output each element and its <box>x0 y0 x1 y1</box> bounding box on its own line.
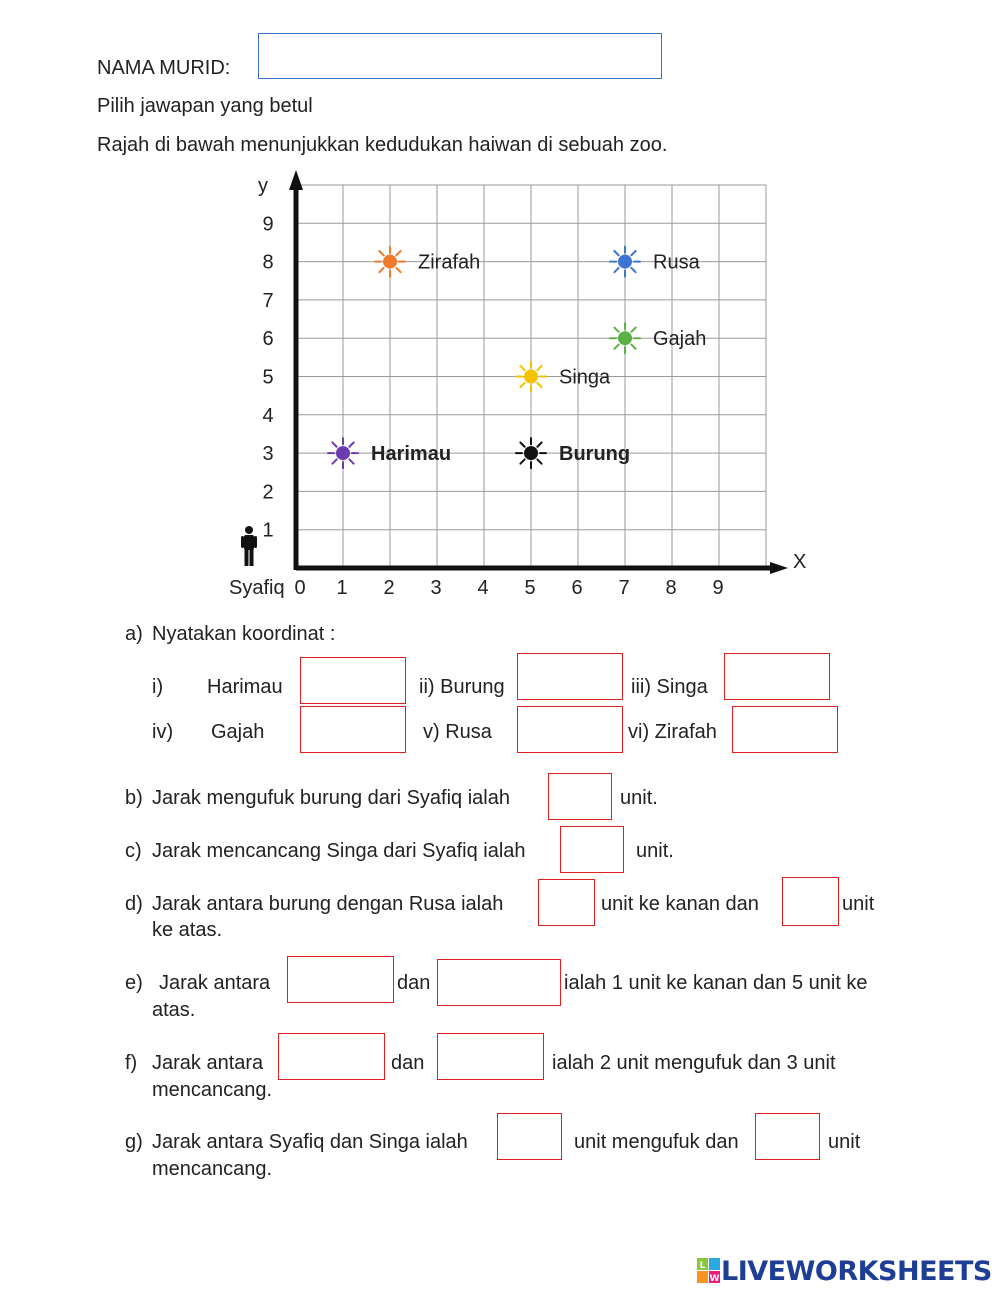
answer-burung-input[interactable] <box>517 653 623 700</box>
answer-singa-input[interactable] <box>724 653 830 700</box>
y-tick-label: 5 <box>262 366 274 389</box>
answer-g1-input[interactable] <box>497 1113 562 1160</box>
answer-f2-input[interactable] <box>437 1033 544 1080</box>
question-e-middle: dan <box>397 972 431 994</box>
question-e-text: Jarak antara <box>159 972 271 994</box>
answer-c-input[interactable] <box>560 826 624 873</box>
question-d-text: Jarak antara burung dengan Rusa ialah <box>152 893 504 915</box>
point-label-rusa: Rusa <box>653 251 700 274</box>
question-c-marker: c) <box>125 840 142 862</box>
point-gajah <box>610 323 640 353</box>
point-singa <box>516 362 546 392</box>
liveworksheets-brand: LIVEWORKSHEETS <box>721 1255 992 1287</box>
question-g-text: Jarak antara Syafiq dan Singa ialah <box>152 1131 468 1153</box>
qa-item-1-label: Harimau <box>207 676 283 698</box>
question-g-middle: unit mengufuk dan <box>574 1131 739 1153</box>
question-c-after: unit. <box>636 840 674 862</box>
point-label-singa: Singa <box>559 366 611 389</box>
question-g-line2: mencancang. <box>152 1158 273 1180</box>
y-tick-label: 9 <box>262 213 274 236</box>
question-d-marker: d) <box>125 893 143 915</box>
question-a-marker: a) <box>125 623 143 645</box>
answer-d1-input[interactable] <box>538 879 595 926</box>
answer-e1-input[interactable] <box>287 956 394 1003</box>
qa-item-2-label: ii) Burung <box>419 676 505 698</box>
answer-rusa-input[interactable] <box>517 706 623 753</box>
qa-item-3-label: iii) Singa <box>631 676 708 698</box>
answer-zirafah-input[interactable] <box>732 706 838 753</box>
point-label-harimau: Harimau <box>371 443 452 466</box>
question-e-line2: atas. <box>152 999 196 1021</box>
question-g-marker: g) <box>125 1131 143 1153</box>
answer-harimau-input[interactable] <box>300 657 406 704</box>
point-label-zirafah: Zirafah <box>418 251 481 274</box>
svg-text:W: W <box>709 1274 720 1284</box>
origin-label: Syafiq <box>229 577 285 599</box>
name-label: NAMA MURID: <box>97 57 231 79</box>
point-zirafah <box>375 247 405 277</box>
x-axis-label: X <box>793 551 807 573</box>
y-tick-label: 7 <box>262 289 274 312</box>
question-d-line2: ke atas. <box>152 919 223 941</box>
y-axis-arrow <box>289 170 303 190</box>
answer-g2-input[interactable] <box>755 1113 820 1160</box>
question-f-line2: mencancang. <box>152 1079 273 1101</box>
qa-item-1-num: i) <box>152 676 164 698</box>
qa-item-4-num: iv) <box>152 721 174 743</box>
point-label-burung: Burung <box>559 443 631 466</box>
answer-f1-input[interactable] <box>278 1033 385 1080</box>
x-tick-label: 3 <box>430 577 442 599</box>
answer-gajah-input[interactable] <box>300 706 406 753</box>
question-d-middle: unit ke kanan dan <box>601 893 759 915</box>
answer-d2-input[interactable] <box>782 877 839 926</box>
x-tick-label: 9 <box>712 577 724 599</box>
question-b-marker: b) <box>125 787 143 809</box>
intro-text: Rajah di bawah menunjukkan kedudukan haiwan di sebuah zoo. <box>97 134 668 156</box>
x-tick-label: 0 <box>294 577 306 599</box>
point-burung <box>516 438 546 468</box>
y-tick-label: 3 <box>262 443 274 466</box>
chart-points <box>328 247 706 469</box>
x-tick-label: 4 <box>477 577 489 599</box>
y-tick-label: 6 <box>262 328 274 351</box>
x-axis-arrow <box>770 562 788 574</box>
question-g-after: unit <box>828 1131 861 1153</box>
y-tick-label: 8 <box>262 251 274 274</box>
liveworksheets-logo <box>697 1256 992 1286</box>
instruction-text: Pilih jawapan yang betul <box>97 95 313 117</box>
y-axis-label: y <box>258 175 268 197</box>
svg-text:L: L <box>699 1261 706 1271</box>
qa-item-5-label: v) Rusa <box>423 721 492 743</box>
question-f-after: ialah 2 unit mengufuk dan 3 unit <box>552 1052 836 1074</box>
answer-e2-input[interactable] <box>437 959 561 1006</box>
x-tick-label: 5 <box>524 577 536 599</box>
person-icon <box>241 526 257 566</box>
point-rusa <box>610 247 640 277</box>
coordinate-chart <box>0 0 1000 620</box>
qa-item-6-label: vi) Zirafah <box>628 721 717 743</box>
x-tick-label: 8 <box>665 577 677 599</box>
y-tick-label: 4 <box>262 404 274 427</box>
x-tick-label: 1 <box>336 577 348 599</box>
question-e-after: ialah 1 unit ke kanan dan 5 unit ke <box>564 972 868 994</box>
question-d-after: unit <box>842 893 875 915</box>
liveworksheets-logo-icon <box>697 1258 721 1284</box>
x-tick-label: 6 <box>571 577 583 599</box>
question-a-text: Nyatakan koordinat : <box>152 623 336 645</box>
y-tick-label: 2 <box>262 481 274 504</box>
y-tick-label: 1 <box>262 519 274 542</box>
question-f-middle: dan <box>391 1052 425 1074</box>
point-label-gajah: Gajah <box>653 328 707 351</box>
x-tick-label: 2 <box>383 577 395 599</box>
x-tick-label: 7 <box>618 577 630 599</box>
point-harimau <box>328 438 358 468</box>
question-f-text: Jarak antara <box>152 1052 264 1074</box>
answer-b-input[interactable] <box>548 773 612 820</box>
chart-axes <box>289 170 788 574</box>
qa-item-4-label: Gajah <box>211 721 265 743</box>
question-c-text: Jarak mencancang Singa dari Syafiq ialah <box>152 840 526 862</box>
question-b-after: unit. <box>620 787 658 809</box>
question-b-text: Jarak mengufuk burung dari Syafiq ialah <box>152 787 510 809</box>
question-e-marker: e) <box>125 972 143 994</box>
question-f-marker: f) <box>125 1052 138 1074</box>
